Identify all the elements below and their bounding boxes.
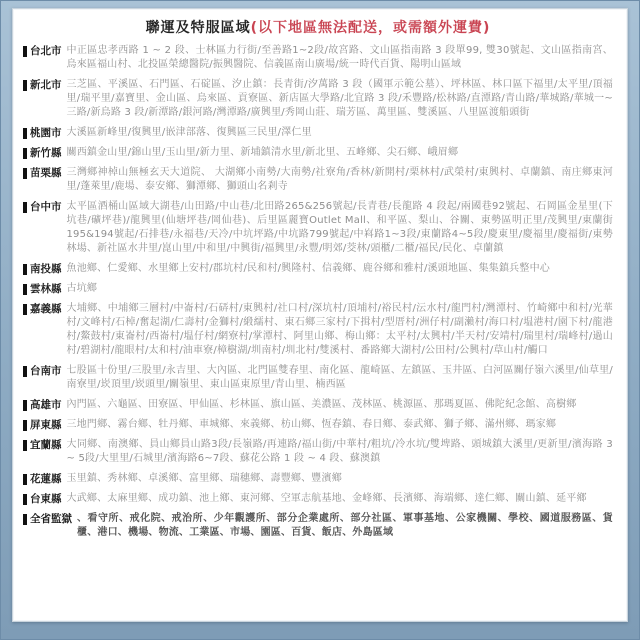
region-areas: 大同鄉、南澳鄉、員山鄉員山路3段/長嶺路/再連路/福山街/中華村/粗坑/冷水坑/雙埤路、頭城鎮大溪里/更新里/濱海路 3 ~ 5段/大里里/石城里/濱海路6~7段、蘇花公路 1 段 ~ 4 段、蘇澳鎮 bbox=[66, 439, 613, 464]
region-name: 宜蘭縣 bbox=[30, 439, 62, 451]
region-label bbox=[23, 282, 62, 296]
region-label bbox=[23, 302, 62, 316]
notice-panel bbox=[12, 8, 628, 622]
section-bar-icon bbox=[23, 168, 27, 179]
region-areas: 關西鎮金山里/錦山里/玉山里/新力里、新埔鎮清水里/新北里、五峰鄉、尖石鄉、峨眉鄉 bbox=[66, 147, 459, 158]
section-bar-icon bbox=[23, 440, 27, 451]
region-name: 新竹縣 bbox=[30, 147, 62, 159]
region-areas: 大武鄉、太麻里鄉、成功鎮、池上鄉、東河鄉、空軍志航基地、金峰鄉、長濱鄉、海端鄉、達仁鄉、關山鎮、延平鄉 bbox=[66, 493, 587, 504]
section-bar-icon bbox=[23, 420, 27, 431]
region-row-5 bbox=[23, 200, 613, 256]
region-label bbox=[23, 126, 62, 140]
region-areas: 中正區忠孝西路 1 ~ 2 段、士林區力行街/至善路1~2段/故宮路、文山區指南路 3 段單99, 雙30號起、文山區指南宮、烏來區福山村、北投區榮總醫院/振興醫院、信義區南山廣場/統一時代百貨、陽明山區域 bbox=[66, 45, 613, 70]
region-row-8 bbox=[23, 302, 613, 358]
region-name: 屏東縣 bbox=[30, 419, 62, 431]
region-areas: 玉里鎮、秀林鄉、卓溪鄉、富里鄉、瑞穗鄉、壽豐鄉、豐濱鄉 bbox=[66, 473, 342, 484]
region-row-12 bbox=[23, 438, 613, 466]
region-label bbox=[23, 166, 62, 180]
region-areas: 內門區、六龜區、田寮區、甲仙區、杉林區、旗山區、美濃區、茂林區、桃源區、那瑪夏區、佛陀紀念館、高樹鄉 bbox=[66, 399, 577, 410]
region-name: 台北市 bbox=[30, 45, 62, 57]
region-areas: 三芝區、平溪區、石門區、石碇區、汐止鎮：長青街/汐萬路 3 段（國軍示範公墓）、坪林區、林口區下福里/太平里/頂福里/瑞平里/嘉寶里、金山區、烏來區、貢寮區、新店區大學路/北宜路 3 段/禾豐路/松林路/直潭路/青山路/華城路/華城一~三路/新烏路 3 段/新潭路/銀河路/灣潭路/廣興里/秀岡山莊、瑞芳區、萬里區、雙溪區、八里區渡船頭街 bbox=[66, 79, 613, 118]
section-bar-icon bbox=[23, 514, 27, 525]
region-row-6 bbox=[23, 262, 613, 276]
region-row-14 bbox=[23, 492, 613, 506]
region-name: 台南市 bbox=[30, 365, 62, 377]
region-label bbox=[23, 364, 62, 378]
section-bar-icon bbox=[23, 474, 27, 485]
region-label bbox=[23, 512, 72, 526]
region-row-13 bbox=[23, 472, 613, 486]
region-areas: 太平區酒桶山區域大湖巷/山田路/中山巷/北田路265&256號起/長青巷/長龍路 4 段起/兩國巷92號起、石岡區金星里(下坑巷/礦坪巷)/龍興里(仙塘坪巷/岡仙巷)、后里區麗寶Outlet Mall、和平區、梨山、谷關、東勢區明正里/茂興里/東蘭街195&194號起/石排巷/永福巷/天冷/中坑坪路/中坑路799號起/中嵙路1~3段/東蘭路4~5段/慶東里/慶福里/慶福街/東勢林場、新社區水井里/崑山里/中和里/中興街/福興里/永豐/明郊/茭林/頭櫃/二櫃/福民/民化、卓蘭鎮 bbox=[66, 201, 613, 254]
region-label bbox=[23, 418, 62, 432]
region-label bbox=[23, 44, 62, 58]
section-bar-icon bbox=[23, 80, 27, 91]
region-areas: 古坑鄉 bbox=[66, 283, 98, 294]
region-areas: 七股區十份里/三股里/永吉里、大內區、北門區雙春里、南化區、龍崎區、左鎮區、玉井區、白河區關仔嶺六溪里/仙草里/南寮里/崁頂里/崁頭里/關嶺里、東山區東原里/青山里、楠西區 bbox=[66, 365, 613, 390]
region-name: 全省監獄 bbox=[30, 513, 72, 525]
region-label bbox=[23, 438, 62, 452]
region-areas: 大埔鄉、中埔鄉三層村/中崙村/石硦村/東興村/社口村/深坑村/頂埔村/裕民村/沄水村/龍門村/灣潭村、竹崎鄉中和村/光華村/文峰村/石棹/奮起湖/仁壽村/金獅村/緞繻村、東石鄉三家村/下揖村/型厝村/洲仔村/副瀨村/海口村/塭港村/園下村/龍港村/鰲鼓村/東崙村/西崙村/塭仔村/網寮村/掌潭村、阿里山鄉、梅山鄉：太平村/太興村/半天村/安靖村/瑞里村/瑞峰村/過山村/碧湖村/龍眼村/太和村/油車寮/樟樹湖/圳南村/圳北村/雙溪村、番路鄉大湖村/公田村/公興村/草山村/觸口 bbox=[66, 303, 613, 356]
region-row-1 bbox=[23, 78, 613, 120]
region-areas: 、看守所、戒化院、戒治所、少年觀護所、部分企業處所、部分社區、軍事基地、公家機關、學校、國道服務區、貨櫃、港口、機場、物流、工業區、市場、園區、百貨、飯店、外島區域 bbox=[77, 513, 613, 538]
section-bar-icon bbox=[23, 128, 27, 139]
region-label bbox=[23, 262, 62, 276]
page-title-warning: (以下地區無法配送，或需額外運費) bbox=[250, 20, 491, 36]
region-name: 桃園市 bbox=[30, 127, 62, 139]
region-name: 苗栗縣 bbox=[30, 167, 62, 179]
region-areas: 魚池鄉、仁愛鄉、水里鄉上安村/郡坑村/民和村/興隆村、信義鄉、鹿谷鄉和雅村/溪頭地區、集集鎮兵整中心 bbox=[66, 263, 550, 274]
region-name: 雲林縣 bbox=[30, 283, 62, 295]
section-bar-icon bbox=[23, 46, 27, 57]
region-name: 新北市 bbox=[30, 79, 62, 91]
region-row-15 bbox=[23, 512, 613, 540]
region-row-7 bbox=[23, 282, 613, 296]
region-row-0 bbox=[23, 44, 613, 72]
region-row-9 bbox=[23, 364, 613, 392]
page-title bbox=[23, 17, 613, 37]
region-row-2 bbox=[23, 126, 613, 140]
region-label bbox=[23, 200, 62, 214]
region-row-3 bbox=[23, 146, 613, 160]
section-bar-icon bbox=[23, 304, 27, 315]
section-bar-icon bbox=[23, 284, 27, 295]
region-areas: 三灣鄉神棹山無極玄天大道院、 大湖鄉小南勢/大南勢/社寮角/香林/新開村/栗林村/武榮村/東興村、卓蘭鎮、南庄鄉東河里/蓬萊里/鹿場、泰安鄉、獅潭鄉、獅頭山名剎寺 bbox=[66, 167, 613, 192]
section-bar-icon bbox=[23, 400, 27, 411]
region-name: 台東縣 bbox=[30, 493, 62, 505]
region-name: 南投縣 bbox=[30, 263, 62, 275]
region-row-4 bbox=[23, 166, 613, 194]
region-row-10 bbox=[23, 398, 613, 412]
region-label bbox=[23, 472, 62, 486]
region-areas: 三地門鄉、霧台鄉、牡丹鄉、車城鄉、來義鄉、枋山鄉、恆春鎮、春日鄉、泰武鄉、獅子鄉、滿州鄉、瑪家鄉 bbox=[66, 419, 557, 430]
region-name: 花蓮縣 bbox=[30, 473, 62, 485]
region-label bbox=[23, 78, 62, 92]
region-label bbox=[23, 146, 62, 160]
region-label bbox=[23, 398, 62, 412]
section-bar-icon bbox=[23, 202, 27, 213]
region-name: 高雄市 bbox=[30, 399, 62, 411]
section-bar-icon bbox=[23, 494, 27, 505]
region-label bbox=[23, 492, 62, 506]
region-name: 台中市 bbox=[30, 201, 62, 213]
region-name: 嘉義縣 bbox=[30, 303, 62, 315]
section-bar-icon bbox=[23, 366, 27, 377]
region-areas: 大溪區新峰里/復興里/嵌津部落、復興區三民里/澤仁里 bbox=[66, 127, 312, 138]
region-list bbox=[23, 44, 613, 540]
section-bar-icon bbox=[23, 264, 27, 275]
section-bar-icon bbox=[23, 148, 27, 159]
page-title-main: 聯運及特服區域 bbox=[145, 20, 251, 36]
region-row-11 bbox=[23, 418, 613, 432]
